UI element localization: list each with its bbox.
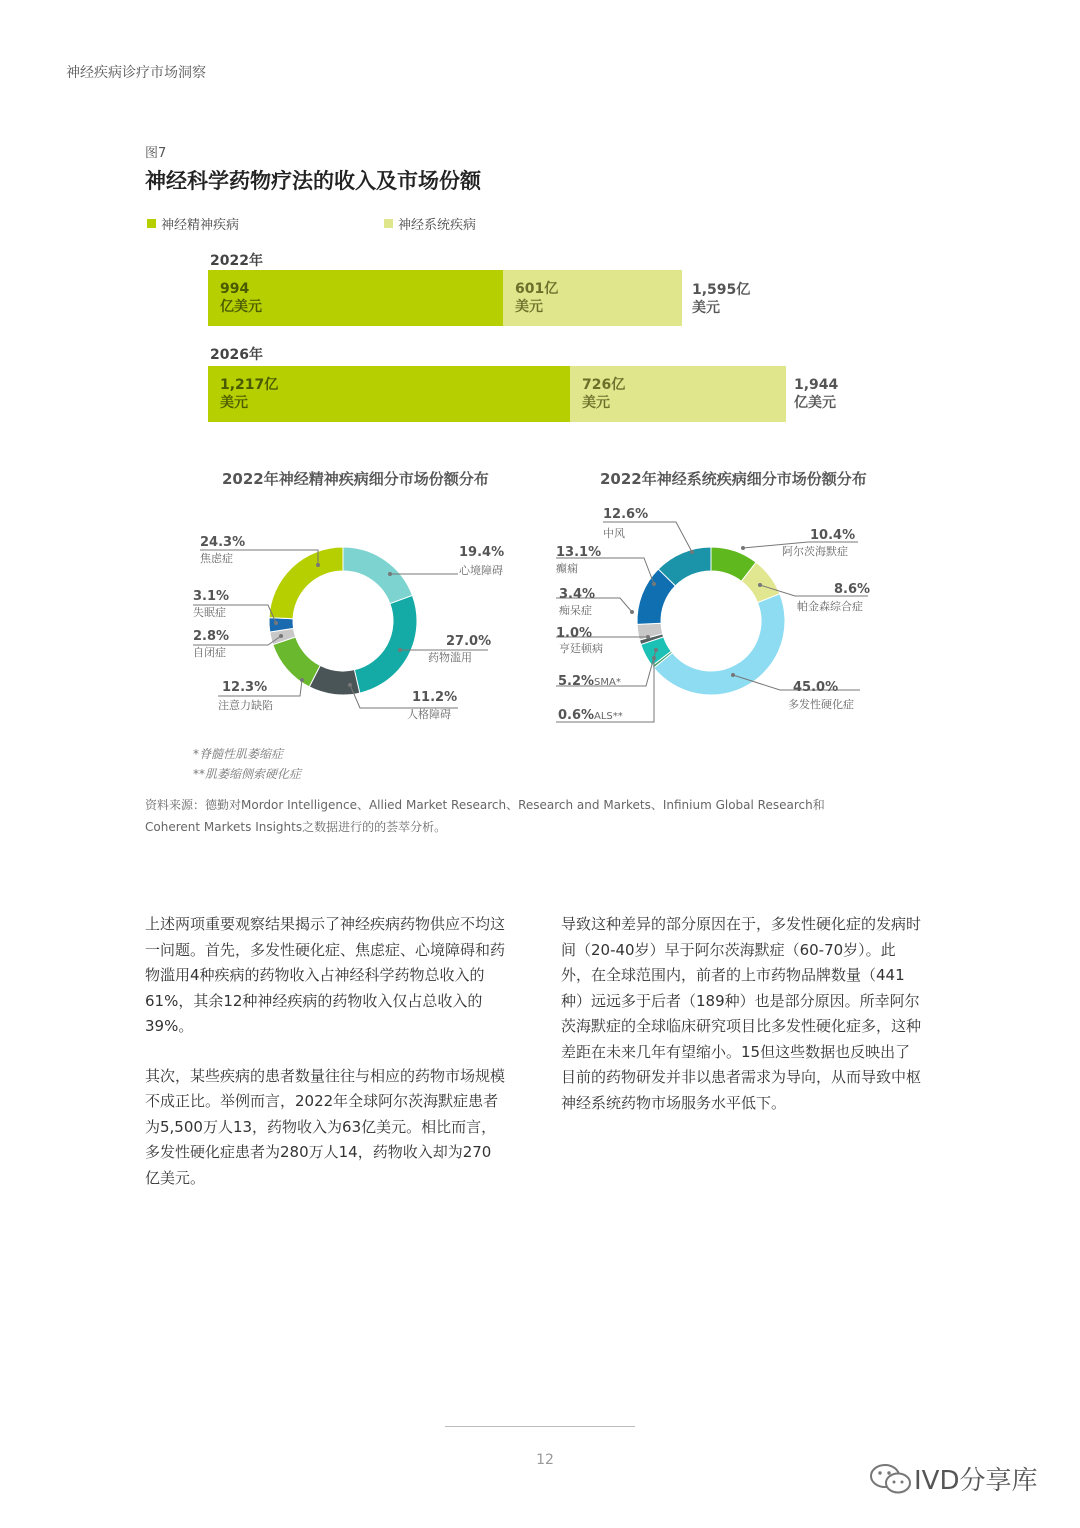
donut-slice-多发性硬化症 [654, 594, 785, 695]
bar-total-line: 1,595亿 [692, 282, 751, 298]
source-line: Coherent Markets Insights之数据进行的的荟萃分析。 [145, 820, 447, 834]
donut2-label-name: 痴呆症 [559, 604, 592, 617]
donut1-label-name: 心境障碍 [459, 564, 503, 577]
bar-value-line: 1,217亿 [220, 377, 279, 393]
body-paragraph: 其次，某些疾病的患者数量往往与相应的药物市场规模不成正比。举例而言，2022年全球阿尔茨海默症患者为5,500万人13，药物收入为63亿美元。相比而言，多发性硬化症患者为280万人14，药物收入却为270亿美元。 [145, 1066, 506, 1187]
donut2-label-name: ALS** [594, 711, 623, 722]
donut1-label-name: 失眠症 [193, 606, 226, 619]
footer-rule [445, 1426, 635, 1427]
body-right-column [561, 912, 921, 1140]
donut2-label-pct: 45.0% [793, 680, 839, 695]
donut2-label-name: SMA* [594, 677, 621, 688]
donut2-title: 2022年神经系统疾病细分市场份额分布 [600, 470, 867, 488]
legend-label: 神经精神疾病 [161, 218, 240, 233]
running-header: 神经疾病诊疗市场洞察 [66, 65, 206, 81]
bar-value-line: 726亿 [582, 377, 626, 393]
donut2-label-pct: 12.6% [603, 507, 649, 522]
donut2-label-name: 多发性硬化症 [788, 698, 854, 711]
donut2-label-name: 亨廷顿病 [559, 642, 603, 655]
donut2-label-pct: 10.4% [810, 528, 856, 543]
figure-title: 神经科学药物疗法的收入及市场份额 [145, 169, 481, 193]
donut1-title: 2022年神经精神疾病细分市场份额分布 [222, 470, 489, 488]
donut2-label-pct: 5.2% [558, 674, 595, 689]
donut2-label-pct: 8.6% [834, 582, 871, 597]
donut1-label-name: 自闭症 [193, 646, 226, 659]
source-line: 资料来源：德勤对Mordor Intelligence、Allied Market Research、Research and Markets、Infinium Global Research和 [145, 798, 825, 812]
donut1-label-name: 药物滥用 [428, 651, 472, 664]
figure-source [145, 794, 825, 838]
donut1-label-pct: 12.3% [222, 680, 268, 695]
donut2-label-pct: 3.4% [559, 587, 596, 602]
donut1 [269, 547, 417, 695]
bar-value-line: 美元 [582, 395, 610, 411]
legend-label: 神经系统疾病 [398, 218, 477, 233]
donut1-label-pct: 24.3% [200, 535, 246, 550]
bar-total-line: 亿美元 [794, 395, 836, 411]
donut-slice-心境障碍 [343, 547, 412, 604]
donut2-label-name: 癫痫 [556, 562, 578, 575]
donut1-label-pct: 11.2% [412, 690, 458, 705]
body-paragraph: 导致这种差异的部分原因在于，多发性硬化症的发病时间（20-40岁）早于阿尔茨海默症（60-70岁）。此外，在全球范围内，前者的上市药物品牌数量（441种）远远多于后者（189种）也是部分原因。所幸阿尔茨海默症的全球临床研究项目比多发性硬化症多，这种差距在未来几年有望缩小。15但这些数据也反映出了目前的药物研发并非以患者需求为导向，从而导致中枢神经系统药物市场服务水平低下。 [561, 915, 922, 1112]
watermark [868, 1460, 1037, 1497]
donut2-label-name: 阿尔茨海默症 [782, 545, 848, 558]
bar-year-label: 2026年 [210, 347, 263, 363]
donut-slice-药物滥用 [354, 595, 417, 693]
bar-value-line: 亿美元 [220, 299, 262, 315]
bar-value-line: 美元 [515, 299, 543, 315]
donut-slice-注意力缺陷 [273, 637, 320, 687]
figure-label: 图7 [145, 146, 167, 161]
donut2-label-pct: 13.1% [556, 545, 602, 560]
footnote-sma: *脊髓性肌萎缩症 [193, 747, 284, 761]
donut1-label-pct: 2.8% [193, 629, 230, 644]
donut2 [637, 547, 785, 695]
body-paragraph: 上述两项重要观察结果揭示了神经疾病药物供应不均这一问题。首先，多发性硬化症、焦虑症、心境障碍和药物滥用4种疾病的药物收入占神经科学药物总收入的61%，其余12种神经疾病的药物收入仅占总收入的39%。 [145, 915, 506, 1035]
donut2-label-name: 帕金森综合症 [797, 600, 863, 613]
bar-value-line: 美元 [220, 395, 248, 411]
body-left-column [145, 912, 505, 1215]
bar-total-line: 美元 [692, 300, 720, 316]
donut1-label-pct: 27.0% [446, 634, 492, 649]
watermark-text: IVD分享库 [914, 1466, 1038, 1496]
footnote-als: **肌萎缩侧索硬化症 [193, 767, 302, 781]
donut1-label-pct: 3.1% [193, 589, 230, 604]
donut1-label-name: 焦虑症 [200, 552, 233, 565]
donut1-label-name: 人格障碍 [407, 708, 451, 721]
donut1-label-pct: 19.4% [459, 545, 505, 560]
bar-total-line: 1,944 [794, 377, 839, 393]
page-number: 12 [536, 1452, 554, 1468]
donut2-label-name: 中风 [603, 527, 625, 540]
donut2-label-pct: 0.6% [558, 708, 595, 723]
wechat-icon [868, 1462, 914, 1496]
bar-year-label: 2022年 [210, 253, 263, 269]
bar-value-line: 601亿 [515, 281, 559, 297]
donut2-label-pct: 1.0% [556, 626, 593, 641]
bar-value-line: 994 [220, 281, 250, 297]
donut-slice-焦虑症 [269, 547, 343, 619]
donut1-label-name: 注意力缺陷 [218, 699, 273, 712]
